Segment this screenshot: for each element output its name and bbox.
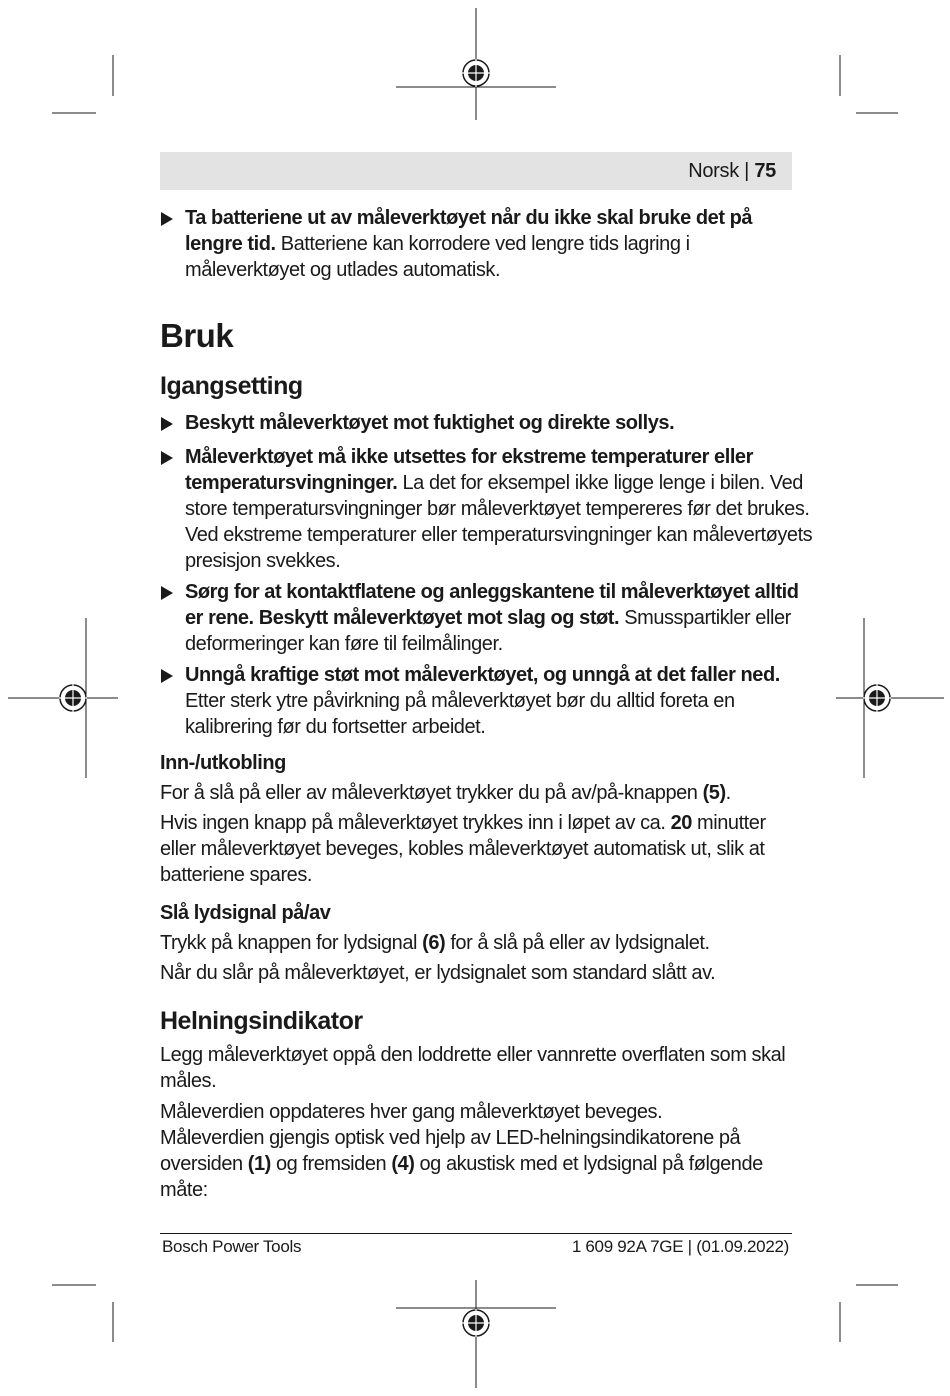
footer-doc-id: 1 609 92A 7GE | (01.09.2022) — [571, 1237, 789, 1256]
bullet-bold-text: Ta batteriene ut av måleverktøyet når du ikke skal bruke det på lengre tid. — [185, 207, 753, 255]
igangsetting-bullet-3 — [160, 579, 817, 657]
registration-target-left — [59, 684, 87, 712]
lydsignal-p2: Når du slår på måleverktøyet, er lydsignalet som standard slått av. — [160, 962, 716, 984]
bullet-triangle-icon — [161, 669, 173, 683]
ref-number: 20 — [670, 812, 692, 834]
bullet-bold-text: Sørg for at kontaktflatene og anleggskantene til måleverktøyet alltid er rene. Beskytt måleverktøyet mot slag og støt. — [185, 581, 799, 629]
text-run: minutter eller måleverktøyet beveges, kobles måleverktøyet automatisk ut, slik at batteriene spares. — [160, 812, 766, 886]
text-run: og fremsiden — [270, 1153, 392, 1175]
registration-target-top — [462, 59, 490, 87]
igangsetting-bullet-4 — [160, 662, 817, 740]
page-number: 75 — [754, 160, 776, 182]
helningsindikator-p1: Legg måleverktøyet oppå den loddrette eller vannrette overflaten som skal måles. — [160, 1044, 786, 1092]
intro-bullet — [160, 205, 785, 283]
footer-brand: Bosch Power Tools — [162, 1237, 302, 1256]
helningsindikator-p2 — [160, 1099, 770, 1203]
text-run: Måleverdien oppdateres hver gang måleverktøyet beveges. Måleverdien gjengis optisk ved hjelp av LED-helningsindikatorene på oversiden — [160, 1101, 741, 1175]
bullet-text: La det for eksempel ikke ligge lenge i bilen. Ved store temperatursvingninger bør måleverktøyet tempereres før det brukes. Ved ekstreme temperaturer eller temperatursvingninger kan målevertøyets presisjon svekkes. — [185, 472, 813, 572]
lydsignal-p1 — [160, 930, 800, 956]
text-run: Hvis ingen knapp på måleverktøyet trykkes inn i løpet av ca. — [160, 812, 671, 834]
section-title: Bruk — [160, 317, 234, 354]
header-separator: | — [738, 160, 755, 182]
footer-divider — [160, 1233, 792, 1234]
lydsignal-title: Slå lydsignal på/av — [160, 902, 331, 924]
inn-utkobling-p2 — [160, 810, 770, 888]
bullet-triangle-icon — [161, 212, 173, 226]
text-run: for å slå på eller av lydsignalet. — [445, 932, 710, 954]
header-language: Norsk — [688, 160, 739, 182]
header-text — [688, 160, 776, 183]
bullet-bold-text: Måleverktøyet må ikke utsettes for ekstreme temperaturer eller temperatursvingninger. — [185, 446, 753, 494]
bullet-triangle-icon — [161, 451, 173, 465]
igangsetting-title: Igangsetting — [160, 372, 303, 400]
ref-number: (6) — [422, 932, 446, 954]
page-header — [160, 152, 792, 190]
ref-number: (4) — [391, 1153, 415, 1175]
registration-target-right — [863, 684, 891, 712]
bullet-text: Smusspartikler eller deformeringer kan føre til feilmålinger. — [185, 607, 791, 655]
inn-utkobling-p1 — [160, 780, 800, 806]
bullet-bold-text: Unngå kraftige støt mot måleverktøyet, og unngå at det faller ned. — [185, 664, 780, 686]
bullet-text: Etter sterk ytre påvirkning på måleverktøyet bør du alltid foreta en kalibrering før du fortsetter arbeidet. — [185, 690, 735, 738]
bullet-text: Batteriene kan korrodere ved lengre tids lagring i måleverktøyet og utlades automatisk. — [185, 233, 690, 281]
page-content — [160, 205, 813, 1203]
igangsetting-bullet-1 — [160, 410, 800, 436]
ref-number: (5) — [702, 782, 726, 804]
inn-utkobling-title: Inn-/utkobling — [160, 752, 286, 774]
bullet-triangle-icon — [161, 586, 173, 600]
igangsetting-bullet-2 — [160, 444, 817, 574]
text-run: Trykk på knappen for lydsignal — [160, 932, 423, 954]
bullet-triangle-icon — [161, 417, 173, 431]
text-run: . — [725, 782, 731, 804]
ref-number: (1) — [247, 1153, 271, 1175]
text-run: For å slå på eller av måleverktøyet trykker du på av/på-knappen — [160, 782, 703, 804]
registration-target-bottom — [462, 1309, 490, 1337]
bullet-bold-text: Beskytt måleverktøyet mot fuktighet og direkte sollys. — [185, 412, 675, 434]
text-run: og akustisk med et lydsignal på følgende måte: — [160, 1153, 763, 1201]
helningsindikator-title: Helningsindikator — [160, 1007, 363, 1035]
